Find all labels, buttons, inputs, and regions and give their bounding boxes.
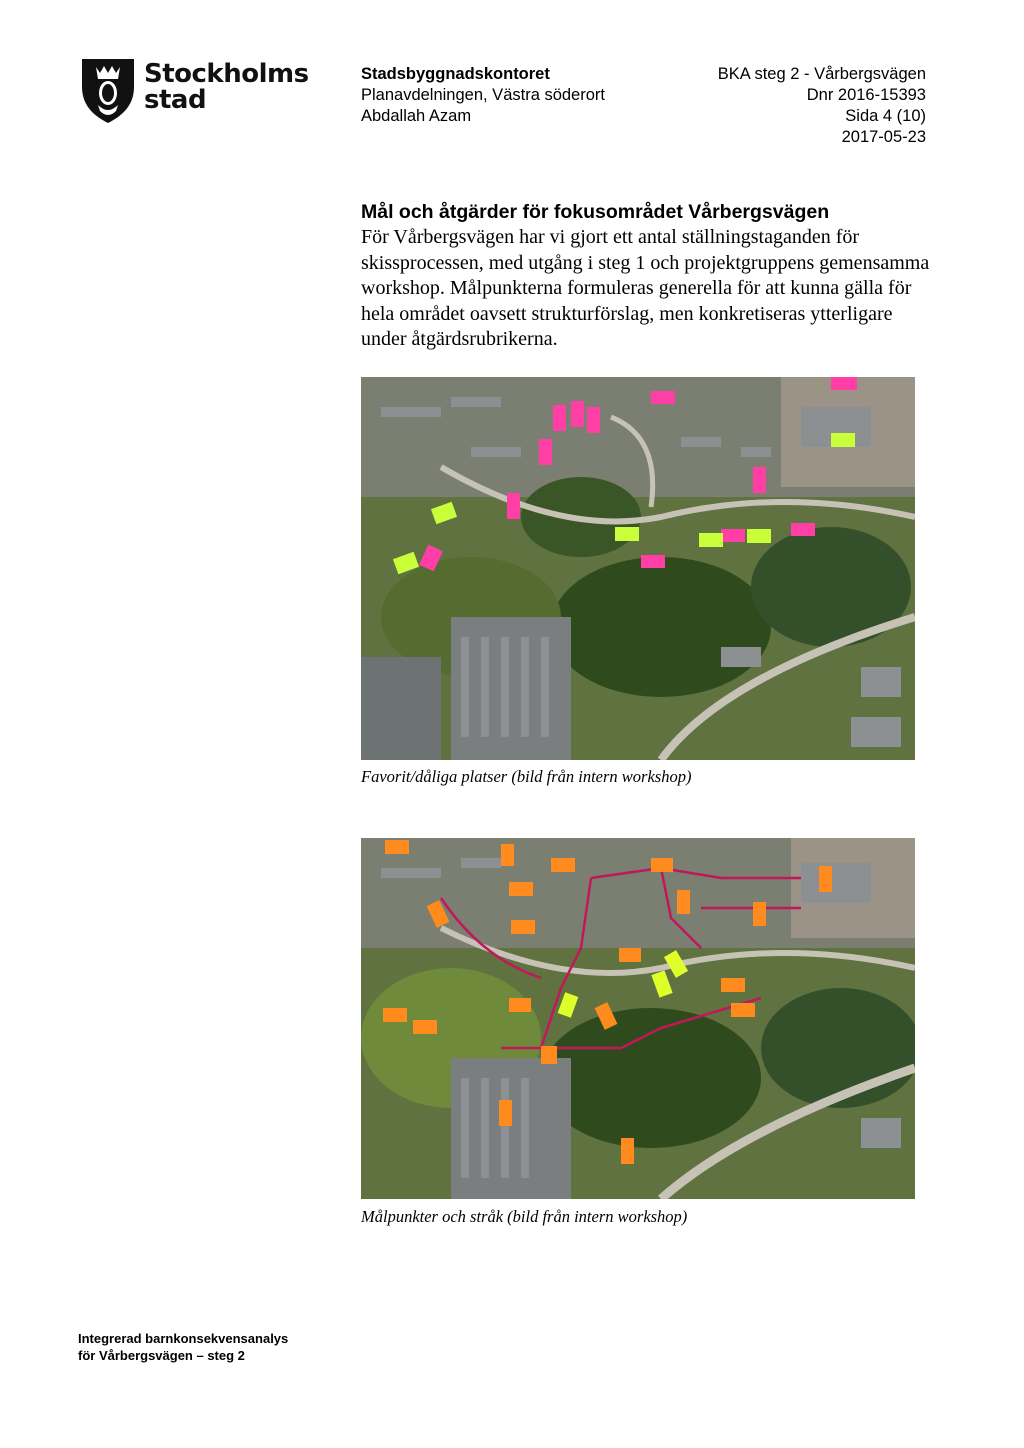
section-title: Mål och åtgärder för fokusområdet Vårbergsvägen (361, 201, 830, 223)
aerial-photo (361, 838, 915, 1199)
footer-line-1: Integrerad barnkonsekvensanalys (78, 1331, 289, 1346)
stockholms-stad-logo (80, 57, 309, 127)
workshop-map-targets-and-routes (361, 838, 915, 1199)
city-crest-icon (80, 57, 136, 125)
logo-text-line2: stad (144, 85, 207, 115)
section-body: För Vårbergsvägen har vi gjort ett antal ställningstaganden för skissprocessen, med utgång i steg 1 och projektgruppens gemensamma workshop. Målpunkterna formuleras generella för att kunna gälla för hela området oavsett strukturförslag, men konkretiseras ytterligare under åtgärdsrubrikerna. (361, 226, 930, 350)
department: Stadsbyggnadskontoret (361, 65, 550, 83)
logo-wordmark (144, 61, 309, 113)
document-footer (78, 1330, 288, 1364)
division: Planavdelningen, Västra söderort (361, 86, 605, 104)
aerial-photo (361, 377, 915, 760)
sender-block (361, 64, 605, 127)
workshop-map-favorite-places (361, 377, 915, 760)
page-number: Sida 4 (10) (845, 107, 926, 125)
document-date: 2017-05-23 (841, 128, 926, 146)
footer-line-2: för Vårbergsvägen – steg 2 (78, 1348, 245, 1363)
figure-caption-2: Målpunkter och stråk (bild från intern workshop) (361, 1207, 688, 1226)
logo-text-line1: Stockholms (144, 59, 309, 89)
figure-caption-1: Favorit/dåliga platser (bild från intern workshop) (361, 767, 692, 786)
project-name: BKA steg 2 - Vårbergsvägen (717, 65, 926, 83)
document-meta (718, 64, 926, 148)
author: Abdallah Azam (361, 107, 472, 125)
diary-number: Dnr 2016-15393 (806, 86, 926, 104)
